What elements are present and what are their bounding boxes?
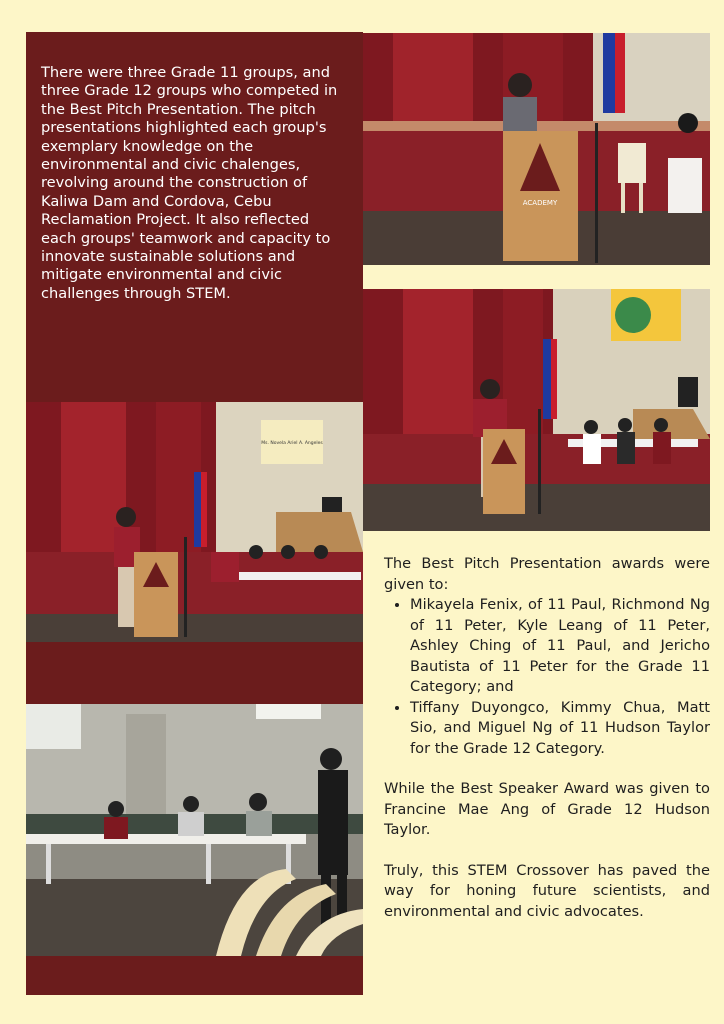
screen-text: Ms. Novela Ariel A. Angeles [261,441,323,446]
awards-section [384,554,710,922]
photo-speaker-podium-3 [26,402,363,642]
closing-paragraph: Truly, this STEM Crossover has paved the way for honing future scientists, and environmental and civic advocates. [384,861,710,920]
awards-list [384,595,710,759]
award-item-grade11: • Mikayela Fenix, of 11 Paul, Richmond Ng of 11 Peter, Kyle Leang of 11 Peter, Ashley Ching of 11 Paul, and Jericho Bautista of 11 Peter for the Grade 11 Category; and [410,595,710,698]
awards-heading: The Best Pitch Presentation awards were given to: [384,555,710,593]
photo-judges-table [26,704,363,956]
award-item-grade12: • Tiffany Duyongco, Kimmy Chua, Matt Sio, and Miguel Ng of 11 Hudson Taylor for the Grade 12 Category. [410,698,710,760]
photo-speaker-podium-2 [363,289,710,531]
best-speaker-paragraph: While the Best Speaker Award was given to Francine Mae Ang of Grade 12 Hudson Taylor. [384,780,710,838]
photo-speaker-podium-1 [363,33,710,265]
intro-paragraph: There were three Grade 11 groups, and three Grade 12 groups who competed in the Best Pitch Presentation. The pitch presentations highlighted each group's exemplary knowledge on the environmental and civic chalenges, revolving around the construction of Kaliwa Dam and Cordova, Cebu Reclamation Project. It also reflected each groups' teamwork and capacity to innovate sustainable solutions and mitigate environmental and civic challenges through STEM. [41,64,338,302]
podium-label: ACADEMY [522,199,558,207]
